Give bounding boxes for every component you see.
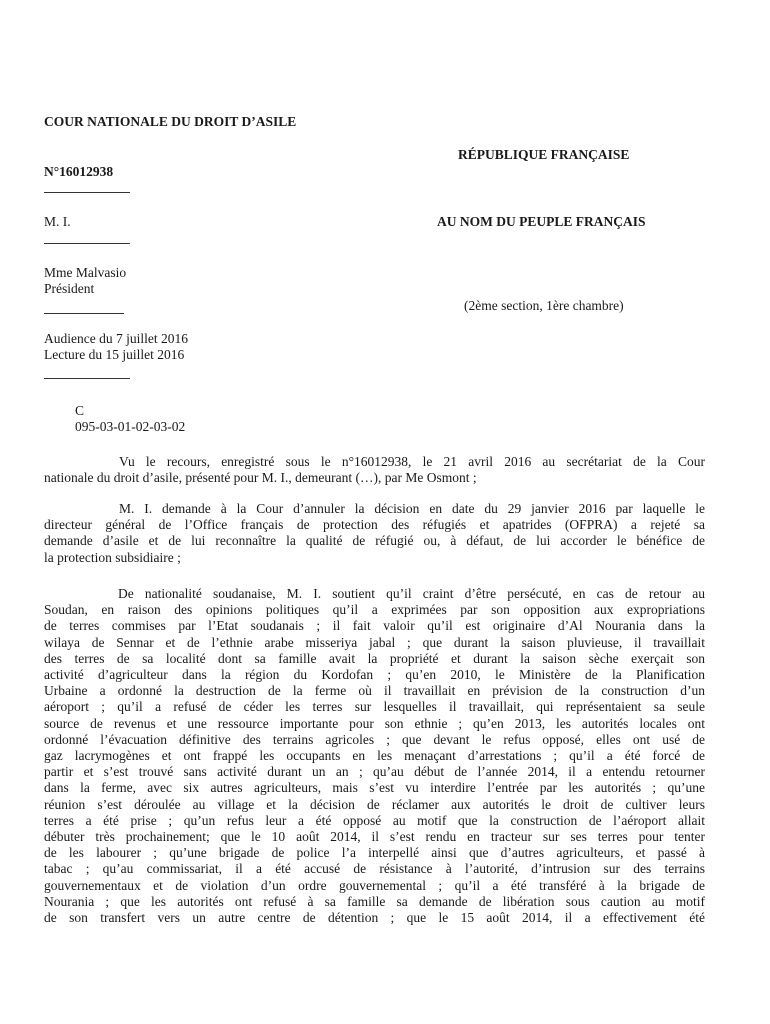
- text-line: dans la ferme, avec six autres agriculteurs, mais s’est vu interdire l’entrée par les autorités ; qu’une: [44, 780, 705, 796]
- text-line: ordonné l’évacuation définitive des terrains agricoles ; que devant le refus opposé, elles ont usé de: [44, 731, 705, 747]
- court-name: COUR NATIONALE DU DROIT D’ASILE: [44, 114, 297, 129]
- party-name: M. I.: [44, 214, 71, 229]
- case-number: N°16012938: [44, 164, 114, 179]
- republic-title: RÉPUBLIQUE FRANÇAISE: [458, 147, 630, 162]
- text-line: wilaya de Sennar et de l’ethnie arabe misseriya jabal ; que durant la saison pluvieuse, il travaillait: [44, 634, 705, 650]
- section-label: (2ème section, 1ère chambre): [464, 298, 624, 313]
- text-line: activité d’agriculteur dans la région du Kordofan ; qu’en 2010, le Ministère de la Planification: [44, 667, 705, 683]
- text-line: gouvernementaux et de violation d’un ordre gouvernemental ; qu’il a été transféré à la brigade de: [44, 877, 705, 893]
- judge-name: Mme Malvasio: [44, 265, 127, 280]
- classification-code: 095-03-01-02-03-02: [75, 419, 186, 434]
- text-line: De nationalité soudanaise, M. I. soutient qu’il craint d’être persécuté, en cas de retour au: [118, 586, 705, 601]
- text-line: demande d’asile et de lui reconnaître la qualité de réfugié ou, à défaut, de lui accorder le bénéfice de: [44, 533, 705, 549]
- text-line: de terres commises par l’Etat soudanais ; il fait valoir qu’il est originaire d’Al Nourania dans la: [44, 618, 705, 634]
- text-line: directeur général de l’Office français de protection des réfugiés et apatrides (OFPRA) a rejeté sa: [44, 517, 705, 533]
- text-line: tabac ; qu’au commissariat, il a été accusé de résistance à l’autorité, d’intrusion sur des terrains: [44, 861, 705, 877]
- text-line: aéroport ; qu’il a refusé de céder les terres sur lesquelles il travaillait, qui représentaient sa seule: [44, 699, 705, 715]
- paragraph-1: [44, 454, 705, 486]
- paragraph-2: [44, 501, 705, 566]
- text-line: terres a été prise ; qu’un refus leur a été opposé au motif que la construction de l’aéroport allait: [44, 812, 705, 828]
- divider: [44, 313, 124, 314]
- judge-title: Président: [44, 281, 95, 296]
- text-line: gaz lacrymogènes et ont frappé les occupants en les menaçant d’arrestations ; qu’il a été forcé de: [44, 748, 705, 764]
- text-line: partir et s’est trouvé sans activité durant un an ; qu’au début de l’année 2014, il a entendu retourner: [44, 764, 705, 780]
- text-line: des terres de sa localité dont sa famille avait la propriété et durant la saison sèche exerçait son: [44, 650, 705, 666]
- in-name-of: AU NOM DU PEUPLE FRANÇAIS: [437, 214, 646, 229]
- text-line: de les labourer ; qu’une brigade de police l’a interpellé ainsi que d’autres agriculteurs, et passé à: [44, 845, 705, 861]
- text-line: débuter très prochainement; que le 10 août 2014, il s’est rendu en tracteur sur ses terres pour tenter: [44, 829, 705, 845]
- text-line: réunion s’est déroulée au village et la décision de réclamer aux autorités le droit de cultiver leurs: [44, 796, 705, 812]
- text-line: Nourania ; que les autorités ont refusé à sa famille sa demande de libération sous caution au motif: [44, 893, 705, 909]
- text-line: M. I. demande à la Cour d’annuler la décision en date du 29 janvier 2016 par laquelle le: [119, 501, 705, 516]
- divider: [44, 378, 130, 379]
- text-line: source de revenus et une ressource importante pour son ethnie ; qu’en 2013, les autorités locales ont: [44, 715, 705, 731]
- paragraph-3: [44, 586, 705, 926]
- text-line: Soudan, en raison des opinions politiques qu’il a exprimées par son opposition aux expropriations: [44, 602, 705, 618]
- classification-letter: C: [75, 403, 85, 418]
- divider: [44, 192, 130, 193]
- text-line: nationale du droit d’asile, présenté pour M. I., demeurant (…), par Me Osmont ;: [44, 470, 477, 486]
- hearing-date: Audience du 7 juillet 2016: [44, 331, 188, 346]
- reading-date: Lecture du 15 juillet 2016: [44, 347, 185, 362]
- text-line: de son transfert vers un autre centre de détention ; que le 15 août 2014, il a effectivement été: [44, 910, 705, 926]
- text-line: Urbaine a ordonné la destruction de la ferme où il travaillait en prévision de la construction d’un: [44, 683, 705, 699]
- divider: [44, 243, 130, 244]
- text-line: la protection subsidiaire ;: [44, 549, 181, 565]
- text-line: Vu le recours, enregistré sous le n°16012938, le 21 avril 2016 au secrétariat de la Cour: [119, 454, 705, 469]
